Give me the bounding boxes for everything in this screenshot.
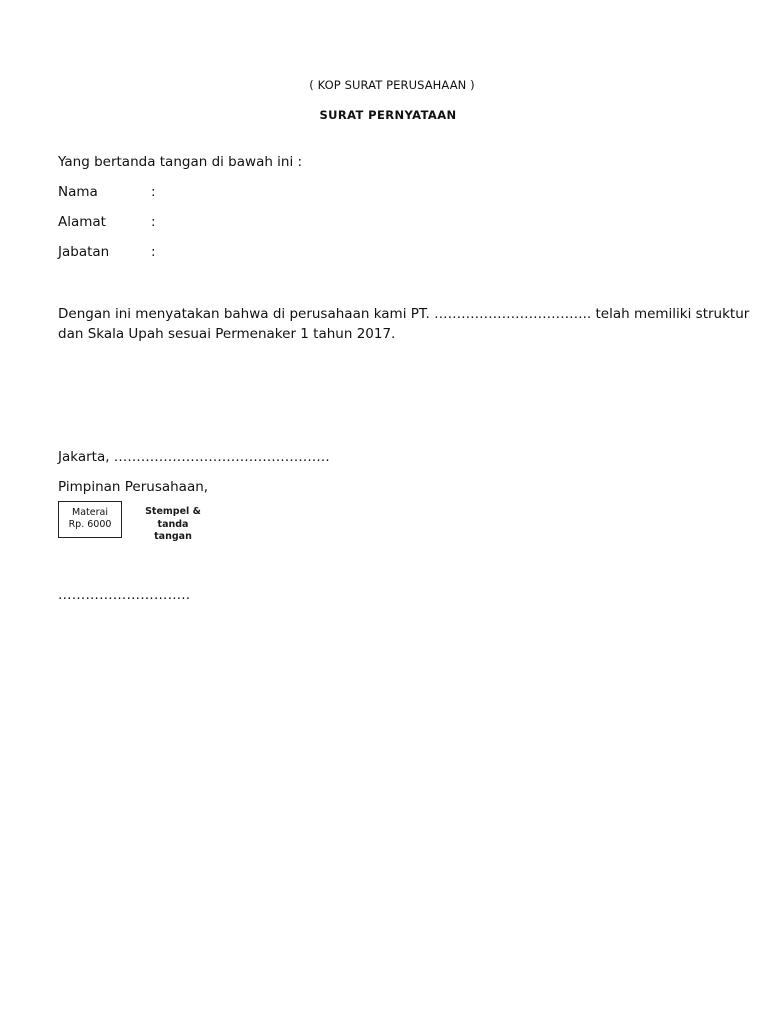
place-date: Jakarta, ………………………………………… <box>58 449 330 465</box>
letter-title: SURAT PERNYATAAN <box>319 108 457 122</box>
signature-name-line: ……………………….. <box>58 587 191 603</box>
field-label-alamat: Alamat <box>58 214 106 230</box>
signer-title: Pimpinan Perusahaan, <box>58 479 209 495</box>
statement-paragraph <box>58 305 750 344</box>
stempel-signature-note <box>140 506 206 544</box>
materai-stamp-box <box>58 501 122 538</box>
field-colon-alamat: : <box>151 214 156 230</box>
field-colon-nama: : <box>151 184 156 200</box>
field-label-nama: Nama <box>58 184 98 200</box>
stempel-line-1: Stempel & <box>145 506 201 517</box>
field-colon-jabatan: : <box>151 244 156 260</box>
stempel-line-2: tanda <box>157 518 189 530</box>
materai-amount: Rp. 6000 <box>68 519 112 530</box>
stempel-line-3: tangan <box>154 531 192 542</box>
materai-label: Materai <box>72 507 108 518</box>
field-label-jabatan: Jabatan <box>58 244 110 260</box>
intro-text: Yang bertanda tangan di bawah ini : <box>58 154 303 170</box>
statement-line-2: dan Skala Upah sesuai Permenaker 1 tahun 2017. <box>58 325 396 342</box>
letterhead-placeholder: ( KOP SURAT PERUSAHAAN ) <box>309 78 475 92</box>
statement-line-1: Dengan ini menyatakan bahwa di perusahaan kami PT. …………………………….. telah memiliki struktur <box>58 306 750 322</box>
